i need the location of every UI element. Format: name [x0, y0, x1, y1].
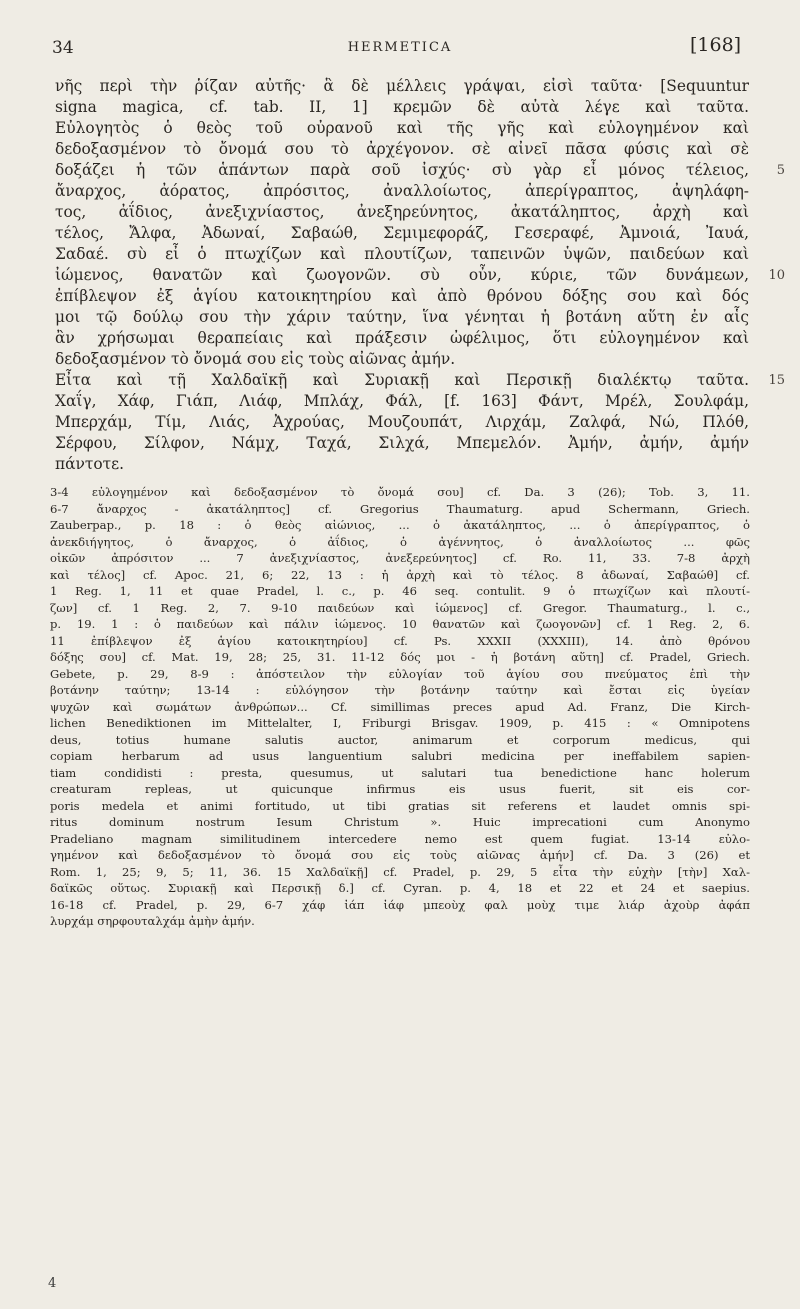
note-line: tiam condidisti : presta, quesumus, ut salutari tua benedictione hanc holerum — [50, 765, 750, 780]
text-line: δοξάζει ἡ τῶν ἁπάντων παρὰ σοῦ ἰσχύς· σὺ γὰρ εἶ μόνος τέλειος, 5 — [55, 161, 785, 179]
text-line: μοι τῷ δούλῳ σου τὴν χάριν ταύτην, ἵνα γένηται ἡ βοτάνη αὕτη ἐν αἷς — [55, 308, 749, 326]
note-line: poris medela et animi fortitudo, ut tibi gratias sit referens et laudet omnis spi- — [50, 798, 750, 813]
text-line: Χαΐγ, Χάφ, Γιάπ, Λιάφ, Μπλάχ, Φάλ, [f. 163] Φάντ, Μρέλ, Σουλφάμ, — [55, 392, 749, 410]
text-line: Σαδαέ. σὺ εἶ ὁ πτωχίζων καὶ πλουτίζων, ταπεινῶν ὑψῶν, παιδεύων καὶ — [55, 245, 749, 263]
bracketed-folio-number: [168] — [690, 34, 742, 56]
text-line: ἐπίβλεψον ἐξ ἁγίου κατοικητηρίου καὶ ἀπὸ θρόνου δόξης σου καὶ δός — [55, 287, 749, 305]
line-number: 5 — [776, 163, 785, 178]
note-line: Pradeliano magnam similitudinem intercedere nemo est quem fugiat. 13-14 εὐλο- — [50, 831, 750, 846]
note-line: καὶ τέλος] cf. Apoc. 21, 6; 22, 13 : ἡ ἀρχὴ καὶ τὸ τέλος. 8 ἀδωναί, Σαβαώθ] cf. — [50, 567, 750, 582]
apparatus-notes — [50, 484, 750, 930]
text-line: νῆς περὶ τὴν ῥίζαν αὐτῆς· ἃ δὲ μέλλεις γράψαι, εἰσὶ ταῦτα· [Sequuntur — [55, 77, 749, 95]
signature-mark: 4 — [48, 1276, 57, 1291]
main-greek-text — [55, 76, 785, 475]
page-number: 34 — [52, 38, 74, 58]
note-line: 1 Reg. 1, 11 et quae Pradel, l. c., p. 46 seq. contulit. 9 ὁ πτωχίζων καὶ πλουτί- — [50, 584, 750, 598]
note-line: 6-7 ἄναρχος - ἀκατάληπτος] cf. Gregorius Thaumaturg. apud Schermann, Griech. — [50, 501, 750, 516]
note-line: Zauberpap., p. 18 : ὁ θεὸς αἰώνιος, ... ὁ ἀκατάληπτος, ... ὁ ἀπερίγραπτος, ὁ — [50, 518, 750, 532]
text-line: Σέρφου, Σίλφον, Νάμχ, Ταχά, Σιλχά, Μπεμελόν. Ἀμήν, ἀμήν, ἀμήν — [55, 434, 749, 452]
text-line: signa magica, cf. tab. II, 1] κρεμῶν δὲ αὐτὰ λέγε καὶ ταῦτα. — [55, 98, 749, 116]
note-line: deus, totius humane salutis auctor, animarum et corporum medicus, qui — [50, 732, 750, 747]
line-number: 10 — [768, 268, 785, 283]
note-line: 16-18 cf. Pradel, p. 29, 6-7 χάφ ἰάπ ἰάφ μπεοὺχ φαλ μοὺχ τιμε λιάρ ἀχοὺρ ἀφάπ — [50, 897, 750, 912]
note-line: δόξης σου] cf. Mat. 19, 28; 25, 31. 11-12 δός μοι - ἡ βοτάνη αὕτη] cf. Pradel, Griech. — [50, 650, 750, 664]
running-head: HERMETICA — [347, 40, 453, 55]
note-line: 3-4 εὐλογημένον καὶ δεδοξασμένον τὸ ὄνομά σου] cf. Da. 3 (26); Tob. 3, 11. — [50, 485, 750, 499]
text-line: ἰώμενος, θανατῶν καὶ ζωογονῶν. σὺ οὖν, κύριε, τῶν δυνάμεων, 10 — [55, 266, 785, 284]
note-line: οἰκῶν ἀπρόσιτον ... 7 ἀνεξιχνίαστος, ἀνεξερεύνητος] cf. Ro. 11, 33. 7-8 ἀρχὴ — [50, 551, 750, 565]
note-line: Gebete, p. 29, 8-9 : ἀπόστειλον τὴν εὐλογίαν τοῦ ἁγίου σου πνεύματος ἐπὶ τὴν — [50, 666, 750, 681]
text-line: Εἶτα καὶ τῇ Χαλδαϊκῇ καὶ Συριακῇ καὶ Περσικῇ διαλέκτῳ ταῦτα. 15 — [55, 371, 785, 389]
note-line: ψυχῶν καὶ σωμάτων ἀνθρώπων... Cf. simillimas preces apud Ad. Franz, Die Kirch- — [50, 699, 750, 714]
note-line: ritus dominum nostrum Iesum Christum ». Huic imprecationi cum Anonymo — [50, 815, 750, 829]
note-line: copiam herbarum ad usus languentium salubri medicina per ineffabilem sapien- — [50, 749, 750, 763]
text-line: δεδοξασμένον τὸ ὄνομά σου εἰς τοὺς αἰῶνας ἀμήν. — [55, 350, 456, 368]
text-line: δεδοξασμένον τὸ ὄνομά σου τὸ ἀρχέγονον. σὲ αἰνεῖ πᾶσα φύσις καὶ σὲ — [55, 140, 749, 158]
note-line: creaturam repleas, ut quicunque infirmus eis usus fuerit, sit eis cor- — [50, 782, 750, 796]
note-line: lichen Benediktionen im Mittelalter, I, Friburgi Brisgav. 1909, p. 415 : « Omnipotens — [50, 716, 750, 730]
note-line: βοτάνην ταύτην; 13-14 : εὐλόγησον τὴν βοτάνην ταύτην καὶ ἔσται εἰς ὑγείαν — [50, 683, 750, 697]
page-header — [0, 34, 800, 58]
text-line: Μπερχάμ, Τίμ, Λιάς, Ἀχρούας, Μουζουπάτ, Λιρχάμ, Ζαλφά, Νώ, Πλόθ, — [55, 413, 749, 431]
note-line: p. 19. 1 : ὁ παιδεύων καὶ πάλιν ἰώμενος. 10 θανατῶν καὶ ζωογονῶν] cf. 1 Reg. 2, 6. — [50, 617, 750, 631]
text-line: ἄναρχος, ἀόρατος, ἀπρόσιτος, ἀναλλοίωτος, ἀπερίγραπτος, ἀψηλάφη- — [55, 182, 749, 200]
note-line: ἀνεκδιήγητος, ὁ ἄναρχος, ὁ ἀΐδιος, ὁ ἀγέννητος, ὁ ἀναλλοίωτος ... φῶς — [50, 534, 750, 549]
note-line: γημένον καὶ δεδοξασμένον τὸ ὄνομά σου εἰς τοὺς αἰῶνας ἀμήν] cf. Da. 3 (26) et — [50, 848, 750, 862]
line-number: 15 — [768, 373, 785, 388]
text-line: τος, ἀΐδιος, ἀνεξιχνίαστος, ἀνεξηρεύνητος, ἀκατάληπτος, ἀρχὴ καὶ — [55, 203, 749, 221]
text-line: ἂν χρήσωμαι θεραπείαις καὶ πράξεσιν ὠφέλιμος, ὅτι εὐλογημένον καὶ — [55, 329, 749, 347]
text-line: τέλος, Ἄλφα, Ἀδωναί, Σαβαώθ, Σεμιμεφοράζ, Γεσεραφέ, Ἀμνοιά, Ἰαυά, — [55, 224, 749, 242]
text-line: Εὐλογητὸς ὁ θεὸς τοῦ οὐρανοῦ καὶ τῆς γῆς καὶ εὐλογημένον καὶ — [55, 119, 749, 137]
note-line: Rom. 1, 25; 9, 5; 11, 36. 15 Χαλδαϊκῇ] cf. Pradel, p. 29, 5 εἶτα τὴν εὐχὴν [τὴν] Χαλ- — [50, 864, 750, 879]
note-line: ζων] cf. 1 Reg. 2, 7. 9-10 παιδεύων καὶ ἰώμενος] cf. Gregor. Thaumaturg., l. c., — [50, 600, 750, 615]
note-line: δαϊκῶς οὕτως. Συριακῇ καὶ Περσικῇ δ.] cf. Cyran. p. 4, 18 et 22 et 24 et saepius. — [50, 881, 750, 895]
note-line: 11 ἐπίβλεψον ἐξ ἁγίου κατοικητηρίου] cf. Ps. XXXII (XXXIII), 14. ἀπὸ θρόνου — [50, 633, 750, 648]
text-line: πάντοτε. — [55, 455, 125, 473]
note-line: λυρχάμ σηρφουταλχάμ ἀμὴν ἀμήν. — [50, 914, 255, 928]
